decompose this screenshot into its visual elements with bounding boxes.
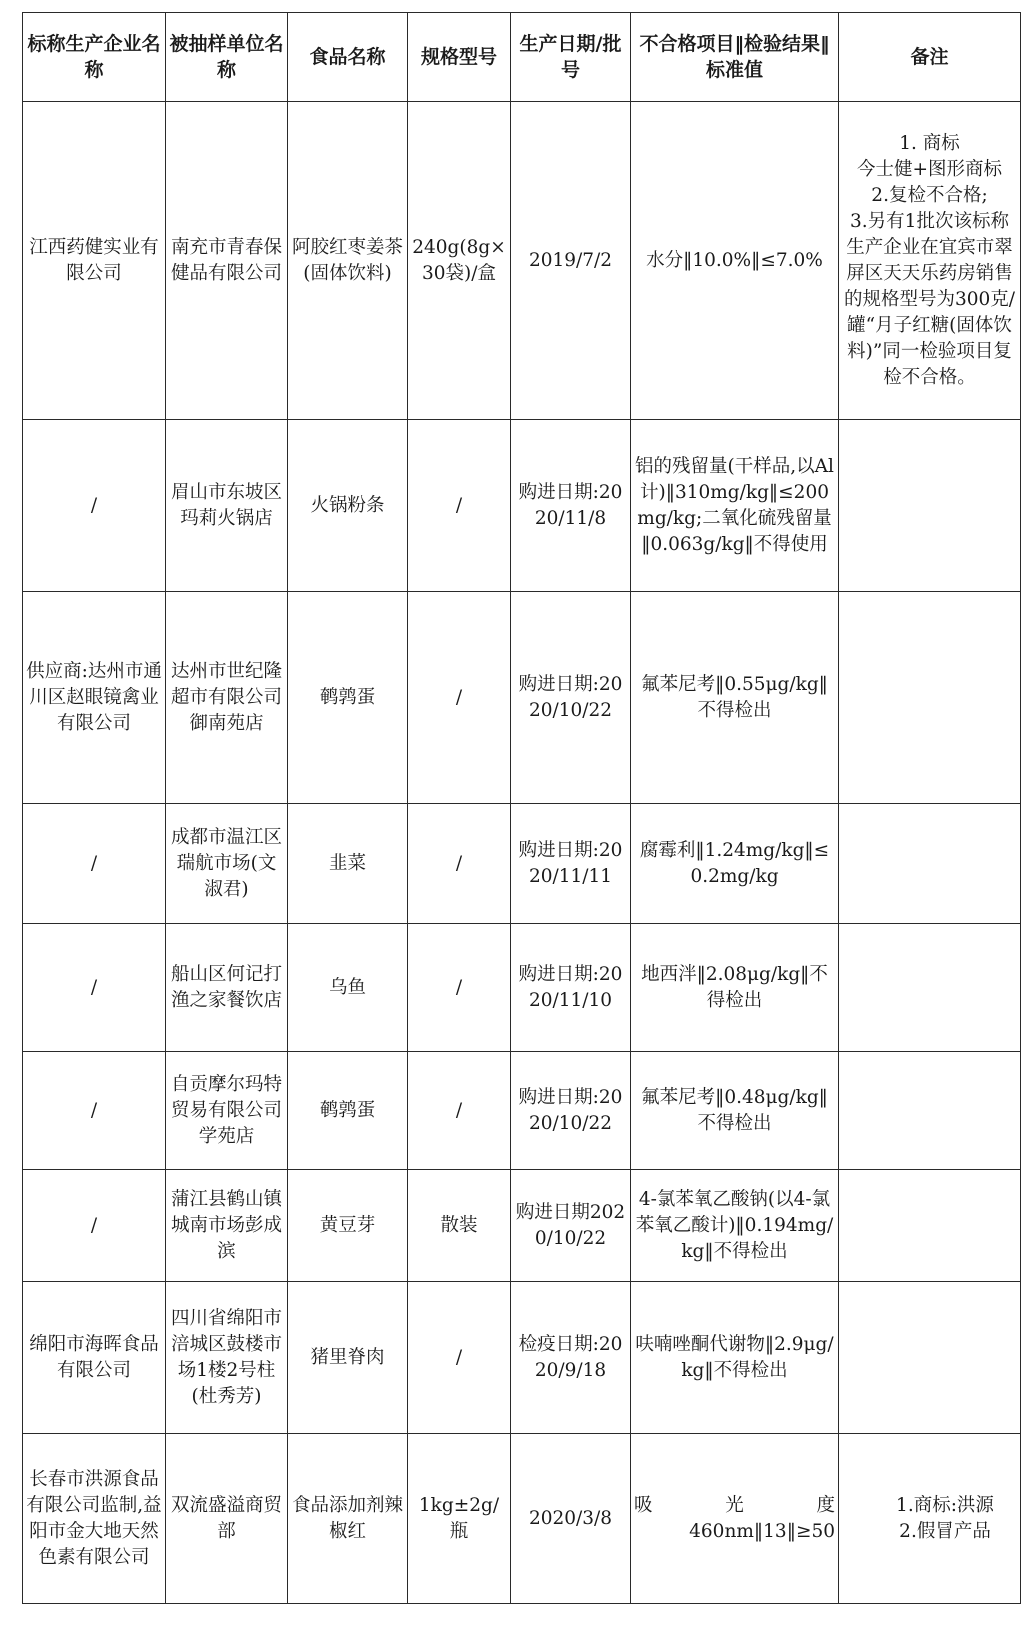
failed-item-cell: 氟苯尼考‖0.48μg/kg‖不得检出: [631, 1052, 839, 1170]
failed-item-lead: 吸光度: [634, 1494, 835, 1516]
food-name-cell: 鹌鹑蛋: [288, 1052, 408, 1170]
table-row: [23, 1282, 1021, 1434]
date-batch-cell: 购进日期2020/10/22: [511, 1170, 631, 1282]
header-remarks: 备注: [839, 13, 1021, 102]
failed-item-cell: 腐霉利‖1.24mg/kg‖≤0.2mg/kg: [631, 804, 839, 924]
producer-cell: /: [23, 924, 166, 1052]
date-batch-cell: 购进日期:2020/10/22: [511, 592, 631, 804]
date-batch-cell: 购进日期:2020/11/11: [511, 804, 631, 924]
sampled-unit-cell: 南充市青春保健品有限公司: [166, 102, 288, 420]
header-sampled-unit: 被抽样单位名称: [166, 13, 288, 102]
food-name-cell: 火锅粉条: [288, 420, 408, 592]
header-date-batch: 生产日期/批号: [511, 13, 631, 102]
food-name-cell: 鹌鹑蛋: [288, 592, 408, 804]
date-batch-cell: 检疫日期:2020/9/18: [511, 1282, 631, 1434]
producer-cell: /: [23, 1052, 166, 1170]
header-producer: 标称生产企业名称: [23, 13, 166, 102]
table-row: [23, 102, 1021, 420]
sampled-unit-cell: 达州市世纪隆超市有限公司御南苑店: [166, 592, 288, 804]
date-batch-cell: 2020/3/8: [511, 1434, 631, 1604]
remarks-cell: [839, 1282, 1021, 1434]
food-name-cell: 猪里脊肉: [288, 1282, 408, 1434]
remark-line: 3.另有1批次该标称生产企业在宜宾市翠屏区天天乐药房销售的规格型号为300克/罐“月子红糖(固体饮料)”同一检验项目复检不合格。: [843, 210, 1016, 388]
spec-cell: /: [408, 924, 511, 1052]
producer-cell: 绵阳市海晖食品有限公司: [23, 1282, 166, 1434]
failed-item-cell: [631, 1434, 839, 1604]
remarks-cell: [839, 420, 1021, 592]
sampled-unit-cell: 成都市温江区瑞航市场(文淑君): [166, 804, 288, 924]
failed-item-cell: 4-氯苯氧乙酸钠(以4-氯苯氧乙酸计)‖0.194mg/kg‖不得检出: [631, 1170, 839, 1282]
spec-cell: 1kg±2g/瓶: [408, 1434, 511, 1604]
food-name-cell: 黄豆芽: [288, 1170, 408, 1282]
producer-cell: /: [23, 420, 166, 592]
header-failed-item: 不合格项目‖检验结果‖标准值: [631, 13, 839, 102]
food-name-cell: 食品添加剂辣椒红: [288, 1434, 408, 1604]
failed-item-cell: 呋喃唑酮代谢物‖2.9μg/kg‖不得检出: [631, 1282, 839, 1434]
failed-item-tail: 460nm‖13‖≥50: [689, 1520, 835, 1542]
remarks-cell: [839, 804, 1021, 924]
sampled-unit-cell: 四川省绵阳市涪城区鼓楼市场1楼2号柱(杜秀芳): [166, 1282, 288, 1434]
remark-line: 今士健+图形商标: [856, 158, 1002, 180]
spec-cell: /: [408, 1282, 511, 1434]
spec-cell: /: [408, 1052, 511, 1170]
remarks-cell: [839, 102, 1021, 420]
unqualified-food-table: [22, 12, 1021, 1604]
food-name-cell: 阿胶红枣姜茶(固体饮料): [288, 102, 408, 420]
failed-item-cell: 地西泮‖2.08μg/kg‖不得检出: [631, 924, 839, 1052]
table-row: [23, 420, 1021, 592]
remarks-cell: [839, 592, 1021, 804]
sampled-unit-cell: 自贡摩尔玛特贸易有限公司学苑店: [166, 1052, 288, 1170]
failed-item-cell: 铝的残留量(干样品,以Al计)‖310mg/kg‖≤200mg/kg;二氧化硫残留量‖0.063g/kg‖不得使用: [631, 420, 839, 592]
remark-line: 2.假冒产品: [899, 1520, 991, 1542]
remarks-cell: [839, 1170, 1021, 1282]
producer-cell: 长春市洪源食品有限公司监制,益阳市金大地天然色素有限公司: [23, 1434, 166, 1604]
table-row: [23, 924, 1021, 1052]
producer-cell: /: [23, 1170, 166, 1282]
table-row: [23, 592, 1021, 804]
spec-cell: 散装: [408, 1170, 511, 1282]
spec-cell: /: [408, 804, 511, 924]
remark-line: 2.复检不合格;: [871, 184, 988, 206]
date-batch-cell: 购进日期:2020/10/22: [511, 1052, 631, 1170]
date-batch-cell: 购进日期:2020/11/8: [511, 420, 631, 592]
header-row: [23, 13, 1021, 102]
remarks-cell: [839, 1434, 1021, 1604]
food-name-cell: 韭菜: [288, 804, 408, 924]
date-batch-cell: 购进日期:2020/11/10: [511, 924, 631, 1052]
spec-cell: 240g(8g×30袋)/盒: [408, 102, 511, 420]
producer-cell: 供应商:达州市通川区赵眼镜禽业有限公司: [23, 592, 166, 804]
producer-cell: 江西药健实业有限公司: [23, 102, 166, 420]
table-row: [23, 1052, 1021, 1170]
header-food-name: 食品名称: [288, 13, 408, 102]
sampled-unit-cell: 蒲江县鹤山镇城南市场彭成滨: [166, 1170, 288, 1282]
food-name-cell: 乌鱼: [288, 924, 408, 1052]
remark-line: 1.商标:洪源: [896, 1494, 994, 1516]
date-batch-cell: 2019/7/2: [511, 102, 631, 420]
remark-line: 1. 商标: [899, 132, 960, 154]
failed-item-cell: 氟苯尼考‖0.55μg/kg‖不得检出: [631, 592, 839, 804]
failed-item-cell: 水分‖10.0%‖≤7.0%: [631, 102, 839, 420]
sampled-unit-cell: 眉山市东坡区玛莉火锅店: [166, 420, 288, 592]
sampled-unit-cell: 船山区何记打渔之家餐饮店: [166, 924, 288, 1052]
remarks-cell: [839, 1052, 1021, 1170]
spec-cell: /: [408, 592, 511, 804]
producer-cell: /: [23, 804, 166, 924]
table-row: [23, 1434, 1021, 1604]
remarks-cell: [839, 924, 1021, 1052]
sampled-unit-cell: 双流盛溢商贸部: [166, 1434, 288, 1604]
spec-cell: /: [408, 420, 511, 592]
header-spec: 规格型号: [408, 13, 511, 102]
table-row: [23, 804, 1021, 924]
table-row: [23, 1170, 1021, 1282]
